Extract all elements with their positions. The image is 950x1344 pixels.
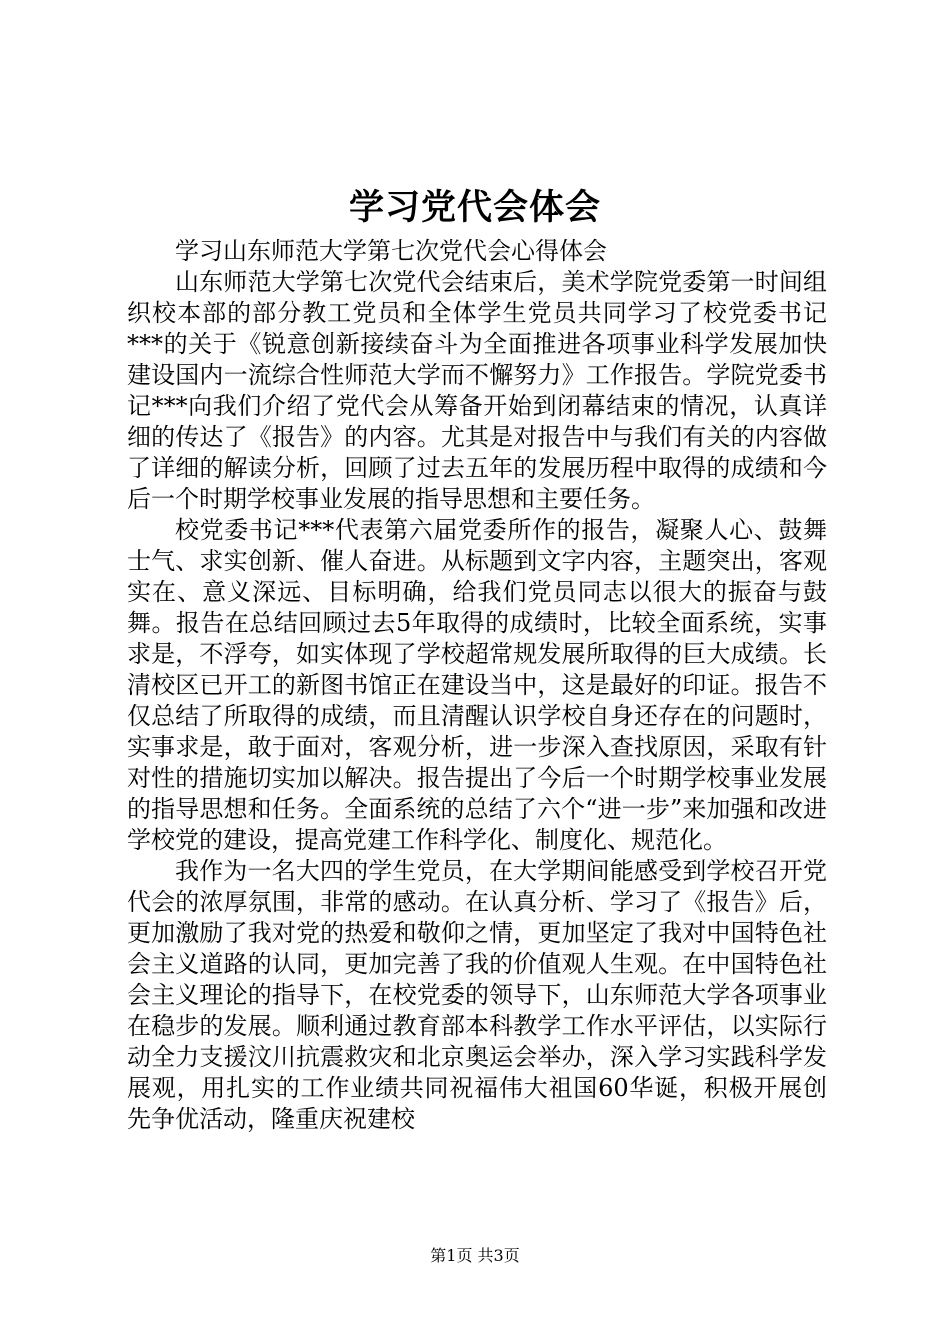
paragraph: 我作为一名大四的学生党员，在大学期间能感受到学校召开党代会的浓厚氛围，非常的感动。在认真分析、学习了《报告》后，更加激励了我对党的热爱和敬仰之情，更加坚定了我对中国特色社会主义道路的认同，更加完善了我的价值观人生观。在中国特色社会主义理论的指导下，在校党委的领导下，山东师范大学各项事业在稳步的发展。顺利通过教育部本科教学工作水平评估，以实际行动全力支援汶川抗震救灾和北京奥运会举办，深入学习实践科学发展观，用扎实的工作业绩共同祝福伟大祖国60华诞，积极开展创先争优活动，隆重庆祝建校 <box>127 857 827 1133</box>
paragraph-subtitle: 学习山东师范大学第七次党代会心得体会 <box>175 237 607 265</box>
page-number-footer: 第1页 共3页 <box>430 1246 520 1265</box>
paragraph: 校党委书记***代表第六届党委所作的报告，凝聚人心、鼓舞士气、求实创新、催人奋进。从标题到文字内容，主题突出，客观实在、意义深远、目标明确，给我们党员同志以很大的振奋与鼓舞。报告在总结回顾过去5年取得的成绩时，比较全面系统，实事求是，不浮夸，如实体现了学校超常规发展所取得的巨大成绩。长清校区已开工的新图书馆正在建设当中，这是最好的印证。报告不仅总结了所取得的成绩，而且清醒认识学校自身还存在的问题时，实事求是，敢于面对，客观分析，进一步深入查找原因，采取有针对性的措施切实加以解决。报告提出了今后一个时期学校事业发展的指导思想和任务。全面系统的总结了六个“进一步”来加强和改进学校党的建设，提高党建工作科学化、制度化、规范化。 <box>127 516 827 854</box>
paragraph: 山东师范大学第七次党代会结束后，美术学院党委第一时间组织校本部的部分教工党员和全体学生党员共同学习了校党委书记***的关于《锐意创新接续奋斗为全面推进各项事业科学发展加快建设国内一流综合性师范大学而不懈努力》工作报告。学院党委书记***向我们介绍了党代会从筹备开始到闭幕结束的情况，认真详细的传达了《报告》的内容。尤其是对报告中与我们有关的内容做了详细的解读分析，回顾了过去五年的发展历程中取得的成绩和今后一个时期学校事业发展的指导思想和主要任务。 <box>127 268 827 513</box>
document-title: 学习党代会体会 <box>348 187 601 228</box>
document-body <box>127 236 827 1135</box>
